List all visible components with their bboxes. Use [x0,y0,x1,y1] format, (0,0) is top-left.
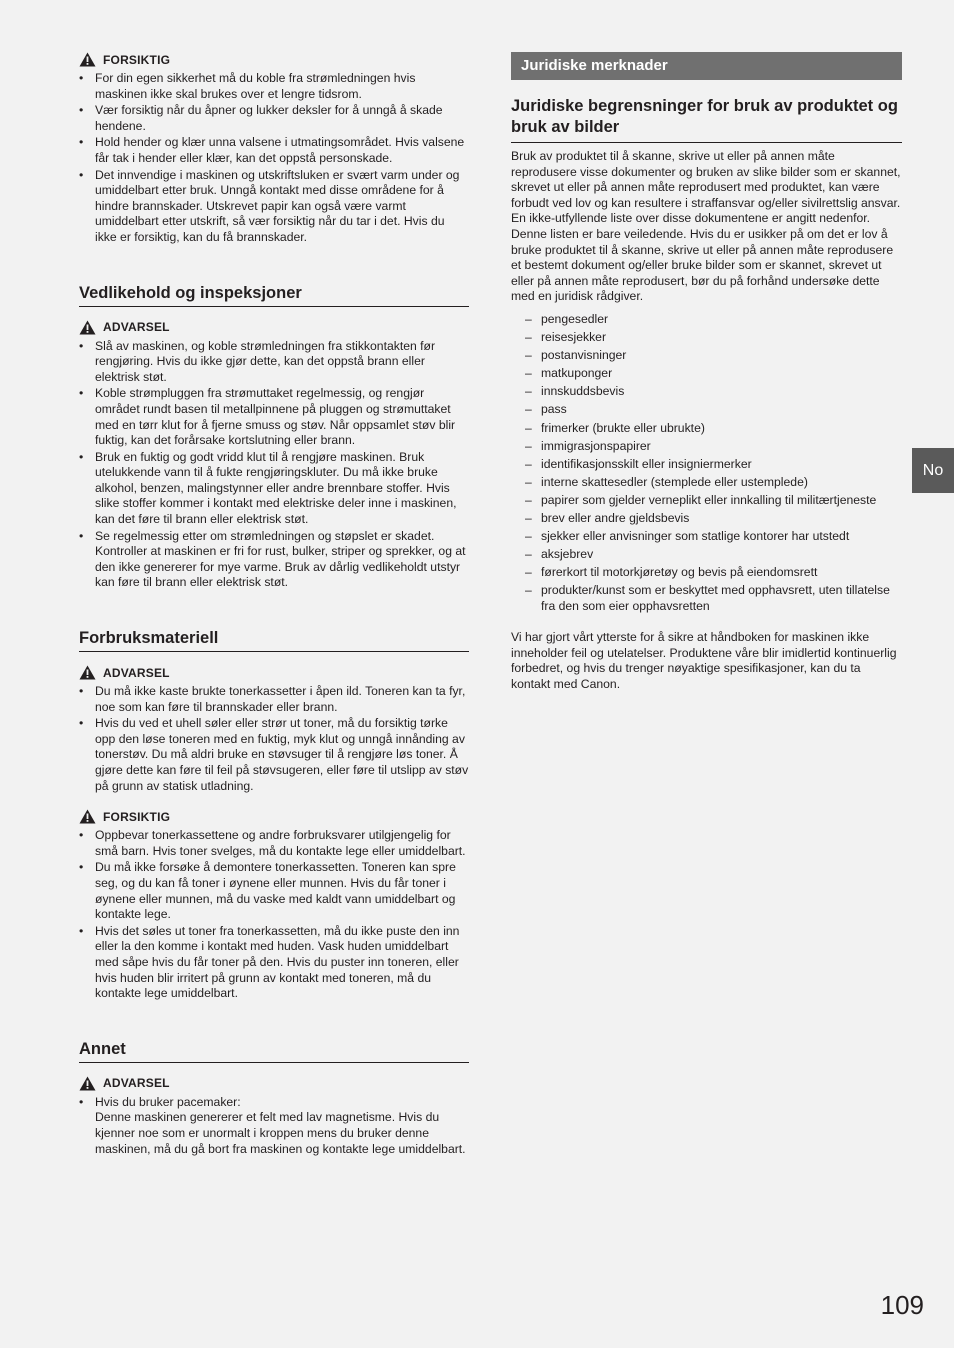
warning-label: ADVARSEL [103,320,170,335]
list-item [79,1095,469,1157]
list-item: – aksjebrev [511,547,902,562]
maintenance-list [79,339,469,592]
list-item: • For din egen sikkerhet må du koble fra strømledningen hvis maskinen ikke skal brukes over et lengre tidsrom. [79,71,469,102]
list-item: • Du må ikke forsøke å demontere tonerkassetten. Toneren kan spre seg, og du kan få toner i øynene eller munnen. Hvis du får toner i øynene eller munnen, må du vaske med kaldt vann umiddelbart og kontakte lege. [79,860,469,922]
list-item: • Hvis du ved et uhell søler eller strør ut toner, må du forsiktig tørke opp den løse toneren med en fuktig, myk klut og unngå innånding av tonerstøv. Du må aldri bruke en støvsuger til å rengjøre løs toner. Å gjøre dette kan føre til feil på støvsugeren, eller føre til utslipp av støv på grunn av statisk utladning. [79,716,469,794]
list-item: • Bruk en fuktig og godt vridd klut til å rengjøre maskinen. Bruk utelukkende vann til å fukte rengjøringskluter. Du må ikke bruke alkohol, benzen, malingstynner eller andre brennbare stoffer. Hvis slike stoffer kommer i kontakt med elektriske deler inne i maskinen, kan det føre til brann eller elektrisk støt. [79,450,469,528]
legal-intro: Bruk av produktet til å skanne, skrive ut eller på annen måte reprodusere visse dokumenter og bruken av slike bilder som er skannet, skrevet ut eller på annen måte reprodusert med produktet, kan være forbudt ved lov og kan resultere i straffansvar og/eller sivilrettslig ansvar. En ikke-utfyllende liste over disse dokumentene er angitt nedenfor. Denne listen er bare veiledende. Hvis du er usikker på om det er lov å bruke produktet til å skanne, skrive ut eller på annen måte reprodusere et bestemt dokument og/eller bruke bilder som er skannet, skrevet ut eller på annen måte reprodusert, bør du på forhånd undersøke dette med en juridisk rådgiver. [511,149,901,304]
language-tab[interactable]: No [912,448,954,493]
caution-list [79,71,469,246]
list-item: • Hold hender og klær unna valsene i utmatingsområdet. Hvis valsene får tak i hender eller klær, kan det oppstå personskade. [79,135,469,166]
caution-label: FORSIKTIG [103,52,171,67]
list-item: – førerkort til motorkjøretøy og bevis på eiendomsrett [511,565,902,580]
warning-triangle-icon [79,320,96,335]
list-item: • Se regelmessig etter om strømledningen og støpslet er skadet. Kontroller at maskinen er fri for rust, bulker, striper og sprekker, og at den ikke genererer for mye varme. Bruk av dårlig vedlikeholdt utstyr kan føre til brann eller elektrisk støt. [79,529,469,591]
list-item: – postanvisninger [511,348,902,363]
section-bar-title: Juridiske merknader [511,52,902,80]
warning-triangle-icon [79,809,96,824]
list-item: – innskuddsbevis [511,384,902,399]
list-item: – immigrasjonspapirer [511,439,902,454]
list-item: • Hvis det søles ut toner fra tonerkassetten, må du ikke puste den inn eller la den komme i kontakt med huden. Vask huden umiddelbart med såpe hvis du får toner på den. Hvis du puster inn toneren, eller hvis huden blir irritert på grunn av kontakt med toneren, må du kontakte lege umiddelbart. [79,924,469,1002]
list-item: – reisesjekker [511,330,902,345]
list-item: • Det innvendige i maskinen og utskriftsluken er svært varm under og umiddelbart etter bruk. Unngå kontakt med disse områdene for å hindre brannskader. Utskrevet papir kan også være varmt umiddelbart etter utskrift, så vær forsiktig når du tar i det. Hvis du ikke er forsiktig, kan du få brannskader. [79,168,469,246]
section-title-vedlikehold: Vedlikehold og inspeksjoner [79,283,469,307]
list-item: – interne skattesedler (stemplede eller ustemplede) [511,475,902,490]
pacemaker-text: Denne maskinen genererer et felt med lav magnetisme. Hvis du kjenner noe som er unormalt i kroppen mens du bruker denne maskinen, må du gå bort fra maskinen og kontakte lege umiddelbart. [95,1110,466,1156]
list-item: • Koble strømpluggen fra strømuttaket regelmessig, og rengjør området rundt basen til metallpinnene på pluggen og strømuttaket med en tørr klut for å fjerne smuss og støv. Når oppsamlet støv blir fuktig, kan det forårsake kortslutning eller brann. [79,386,469,448]
list-item: – sjekker eller anvisninger som statlige kontorer har utstedt [511,529,902,544]
warning-label: ADVARSEL [103,665,170,680]
list-item: • Vær forsiktig når du åpner og lukker deksler for å unngå å skade hendene. [79,103,469,134]
list-item: – pass [511,402,902,417]
pacemaker-intro: Hvis du bruker pacemaker: [95,1094,241,1109]
list-item: – produkter/kunst som er beskyttet med opphavsrett, uten tillatelse fra den som eier opphavsretten [511,583,902,614]
section-title-forbruksmateriell: Forbruksmateriell [79,628,469,652]
caution-label: FORSIKTIG [103,809,171,824]
legal-heading: Juridiske begrensninger for bruk av produktet og bruk av bilder [511,96,902,143]
warning-heading [79,1076,469,1091]
list-item: – pengesedler [511,312,902,327]
list-item: • Slå av maskinen, og koble strømledningen fra stikkontakten før rengjøring. Hvis du ikke gjør dette, kan det oppstå brann eller elektrisk støt. [79,339,469,386]
warning-triangle-icon [79,665,96,680]
legal-closing: Vi har gjort vårt ytterste for å sikre at håndboken for maskinen ikke inneholder feil og utelatelser. Produktene våre blir imidlertid kontinuerlig forbedret, og hvis du trenger nøyaktige spesifikasjoner, kan du ta kontakt med Canon. [511,630,897,691]
list-item: • Du må ikke kaste brukte tonerkassetter i åpen ild. Toneren kan ta fyr, noe som kan føre til brannskader eller brann. [79,684,469,715]
caution-heading [79,809,469,824]
list-item: – matkuponger [511,366,902,381]
list-item: – brev eller andre gjeldsbevis [511,511,902,526]
warning-label: ADVARSEL [103,1076,170,1091]
consumables-warning-list [79,684,469,794]
warning-heading [79,665,469,680]
section-title-annet: Annet [79,1039,469,1063]
other-list [79,1095,469,1157]
left-column [79,52,469,1158]
warning-triangle-icon [79,1076,96,1091]
caution-heading [79,52,469,67]
list-item: – identifikasjonsskilt eller insigniermerker [511,457,902,472]
right-column [511,52,902,693]
document-list [511,312,902,614]
list-item: – papirer som gjelder verneplikt eller innkalling til militærtjeneste [511,493,902,508]
warning-heading [79,320,469,335]
consumables-caution-list [79,828,469,1002]
page-number: 109 [880,1290,924,1320]
list-item: – frimerker (brukte eller ubrukte) [511,421,902,436]
list-item: • Oppbevar tonerkassettene og andre forbruksvarer utilgjengelig for små barn. Hvis toner svelges, må du kontakte lege eller umiddelbart. [79,828,469,859]
warning-triangle-icon [79,52,96,67]
